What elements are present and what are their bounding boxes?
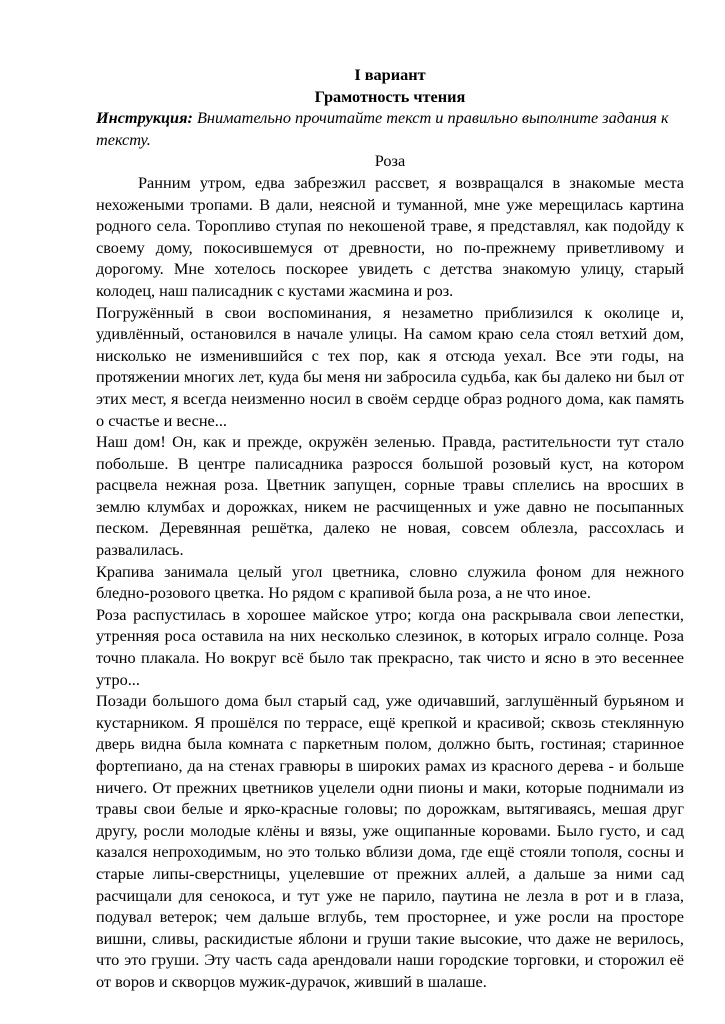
variant-heading: I вариант: [354, 65, 426, 84]
subject-heading: Грамотность чтения: [314, 86, 466, 106]
instruction-label: Инструкция:: [96, 108, 193, 128]
story-paragraph: Крапива занимала целый угол цветника, словно служила фоном для нежного бледно-розового цветка. Но рядом с крапивой была роза, а не что иное.: [96, 561, 684, 603]
story-paragraph: Позади большого дома был старый сад, уже одичавший, заглушённый бурьяном и кустарником. Я прошёлся по террасе, ещё крепкой и красивой; сквозь стеклянную дверь видна была комната с паркетным полом, должно быть, гостиная; старинное фортепиано, да на стенах гравюры в широких рамах из красного дерева - и больше ничего. От прежних цветников уцелели одни пионы и маки, которые поднимали из травы свои белые и ярко-красные головы; по дорожкам, вытягиваясь, мешая друг другу, росли молодые клёны и вязы, уже ощипанные коровами. Было густо, и сад казался непроходимым, но это только вблизи дома, где ещё стояли тополя, сосны и старые липы-сверстницы, уцелевшие от прежних аллей, а дальше за ними сад расчищали для сенокоса, и тут уже не парило, паутина не лезла в рот и в глаза, подувал ветерок; чем дальше вглубь, тем просторнее, и уже росли на просторе вишни, сливы, раскидистые яблони и груши такие высокие, что даже не верилось, что это груши. Эту часть сада арендовали наши городские торговки, и сторожил её от воров и скворцов мужик-дурачок, живший в шалаше.: [96, 691, 684, 991]
story-paragraph: Ранним утром, едва забрезжил рассвет, я возвращался в знакомые места нехожеными тропами. В дали, неясной и туманной, мне уже мерещилась картина родного села. Торопливо ступая по некошеной траве, я представлял, как подойду к своему дому, покосившемуся от древности, но по-прежнему приветливому и дорогому. Мне хотелось поскорее увидеть с детства знакомую улицу, старый колодец, наш палисадник с кустами жасмина и роз.: [96, 172, 684, 300]
story-title: Роза: [374, 151, 406, 171]
document-page: [96, 64, 684, 993]
instruction-block: [96, 107, 684, 150]
story-paragraph: Роза распустилась в хорошее майское утро; когда она раскрывала свои лепестки, утренняя роса оставила на них несколько слезинок, в которых играло солнце. Роза точно плакала. Но вокруг всё было так прекрасно, так чисто и ясно в это весеннее утро...: [96, 604, 684, 689]
story-paragraph: Наш дом! Он, как и прежде, окружён зеленью. Правда, растительности тут стало побольше. В центре палисадника разросся большой розовый куст, на котором расцвела нежная роза. Цветник запущен, сорные травы сплелись на вросших в землю клумбах и дорожках, никем не расчищенных и уже давно не посыпанных песком. Деревянная решётка, далеко не новая, совсем облезла, рассохлась и развалилась.: [96, 432, 684, 560]
instruction-text: Внимательно прочитайте текст и правильно выполните задания к тексту.: [96, 108, 669, 149]
story-paragraph: Погружённый в свои воспоминания, я незаметно приблизился к околице и, удивлённый, остановился в начале улицы. На самом краю села стоял ветхий дом, нисколько не изменившийся с тех пор, как я отсюда уехал. Все эти годы, на протяжении многих лет, куда бы меня ни забросила судьба, как бы далеко ни был от этих мест, я всегда неизменно носил в своём сердце образ родного дома, как память о счастье и весне...: [96, 302, 684, 430]
